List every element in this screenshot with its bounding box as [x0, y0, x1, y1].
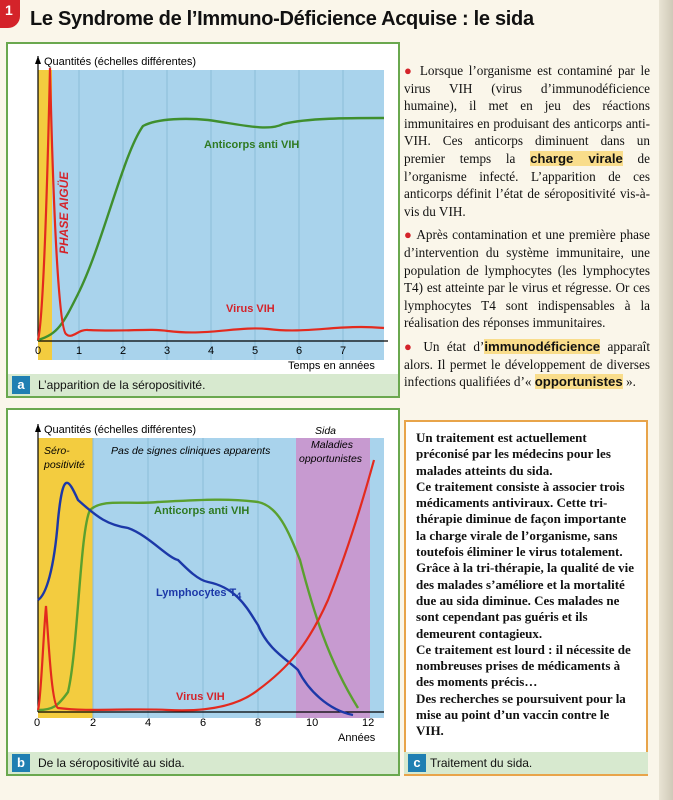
zone-sida	[296, 438, 370, 718]
chart-a-panel	[6, 42, 400, 398]
bullet-icon: ●	[404, 63, 415, 78]
chart-a-antibodies-label: Anticorps anti VIH	[204, 139, 300, 151]
chart-b-caption	[8, 752, 398, 774]
treatment-paragraph: Grâce à la tri-thérapie, la qualité de vie des malades s’améliore et la mortalité due au sida diminue. Ces malades ne sont cependant pas guéris et ils demeurent contagieux.	[416, 560, 635, 641]
chart-a-tick: 2	[120, 345, 127, 357]
treatment-paragraph: Ce traitement consiste à associer trois médicaments antiviraux. Cette tri-thérapie diminue de façon importante la charge virale de l’organisme, sans toutefois éliminer le virus totalement.	[416, 478, 627, 560]
highlight-charge-virale: charge virale	[530, 150, 623, 166]
highlight-immunodeficience: immunodéficience	[484, 338, 601, 354]
bullet-icon: ●	[404, 227, 413, 243]
chart-a-tick: 5	[252, 345, 259, 357]
chart-b-tick: 0	[34, 717, 41, 729]
intro-text	[404, 62, 650, 397]
chart-a-caption	[8, 374, 398, 396]
chart-b-tick: 2	[90, 717, 97, 729]
zone-middle-label: Pas de signes cliniques apparents	[111, 445, 271, 457]
zone-sero-label2: positivité	[44, 459, 85, 471]
bullet-icon: ●	[404, 338, 416, 354]
caption-a-tag: a	[12, 376, 30, 394]
caption-a-text: L’apparition de la séropositivité.	[38, 378, 206, 392]
chart-b-antibodies-label: Anticorps anti VIH	[154, 505, 250, 517]
chart-a-tick: 7	[340, 345, 347, 357]
chart-b-tick: 10	[306, 717, 319, 729]
zone-sida-label: Sida	[315, 425, 337, 437]
highlight-opportunistes: opportunistes	[534, 374, 623, 390]
treatment-box	[404, 420, 648, 776]
chart-a-tick: 6	[296, 345, 303, 357]
page-edge	[659, 0, 673, 800]
treatment-paragraph: Ce traitement est lourd : il nécessite de nombreuses prises de médicaments à des moments précis…	[416, 641, 631, 690]
chart-a-xlabel: Temps en années	[288, 360, 375, 372]
chart-a-tick: 3	[164, 345, 171, 357]
chart-a-tick: 1	[76, 345, 83, 357]
chart-b-tick: 6	[200, 717, 207, 729]
zone-sida-label2: Maladies	[311, 439, 354, 451]
paragraph-1: ● Lorsque l’organisme est contaminé par le virus VIH (virus d’immunodéficience humaine), il met en jeu des réactions immunitaires en produisant des anticorps anti-VIH. Ces anticorps diminuent dans un premier temps la charge virale de l’organisme infecté. L’apparition de ces anticorps définit l’état de séropositivité vis-à-vis du VIH.	[404, 63, 650, 219]
chart-b-tick: 4	[145, 717, 152, 729]
paragraph-3: ● Un état d’immunodéficience apparaît alors. Il permet le développement de diverses infections qualifiées d’« opportunistes ».	[404, 338, 650, 390]
chart-b-lymph-label: Lymphocytes $T_4$	[156, 587, 242, 601]
caption-b-tag: b	[12, 754, 30, 772]
chart-b-tick: 12	[362, 717, 375, 729]
section-badge: 1	[0, 0, 20, 28]
caption-b-text: De la séropositivité au sida.	[38, 756, 185, 770]
chart-b-panel	[6, 408, 400, 776]
treatment-paragraph: Des recherches se poursuivent pour la mise au point d’un vaccin contre le VIH.	[416, 690, 626, 739]
treatment-caption	[404, 752, 648, 774]
chart-b-tick: 8	[255, 717, 262, 729]
paragraph-2: ● Après contamination et une première phase d’intervention du système immunitaire, une population de lymphocytes (les lymphocytes T4) est atteinte par le virus et régresse. Or ces lymphocytes T4 sont indispensables à la réalisation des réponses immunitaires.	[404, 227, 650, 331]
chart-a-ylabel: Quantités (échelles différentes)	[44, 56, 197, 68]
chart-a-virus-label: Virus VIH	[226, 303, 275, 315]
zone-seropositivite	[38, 438, 93, 718]
chart-a-tick: 0	[35, 345, 42, 357]
chart-b-ylabel: Quantités (échelles différentes)	[44, 424, 197, 436]
chart-b-virus-label: Virus VIH	[176, 691, 225, 703]
zone-sero-label: Séro-	[44, 445, 70, 457]
caption-c-text: Traitement du sida.	[430, 756, 533, 770]
chart-a-tick: 4	[208, 345, 215, 357]
chart-a	[8, 44, 398, 374]
caption-c-tag: c	[408, 754, 426, 772]
chart-b-xlabel: Années	[338, 732, 376, 744]
treatment-paragraph: Un traitement est actuellement préconisé par les médecins pour les malades atteints du sida.	[416, 430, 611, 478]
chart-b	[8, 410, 398, 752]
phase-label: PHASE AIGÜE	[57, 171, 71, 254]
page-title: Le Syndrome de l’Immuno-Déficience Acquise : le sida	[30, 8, 534, 30]
zone-sida-label3: opportunistes	[299, 453, 363, 465]
